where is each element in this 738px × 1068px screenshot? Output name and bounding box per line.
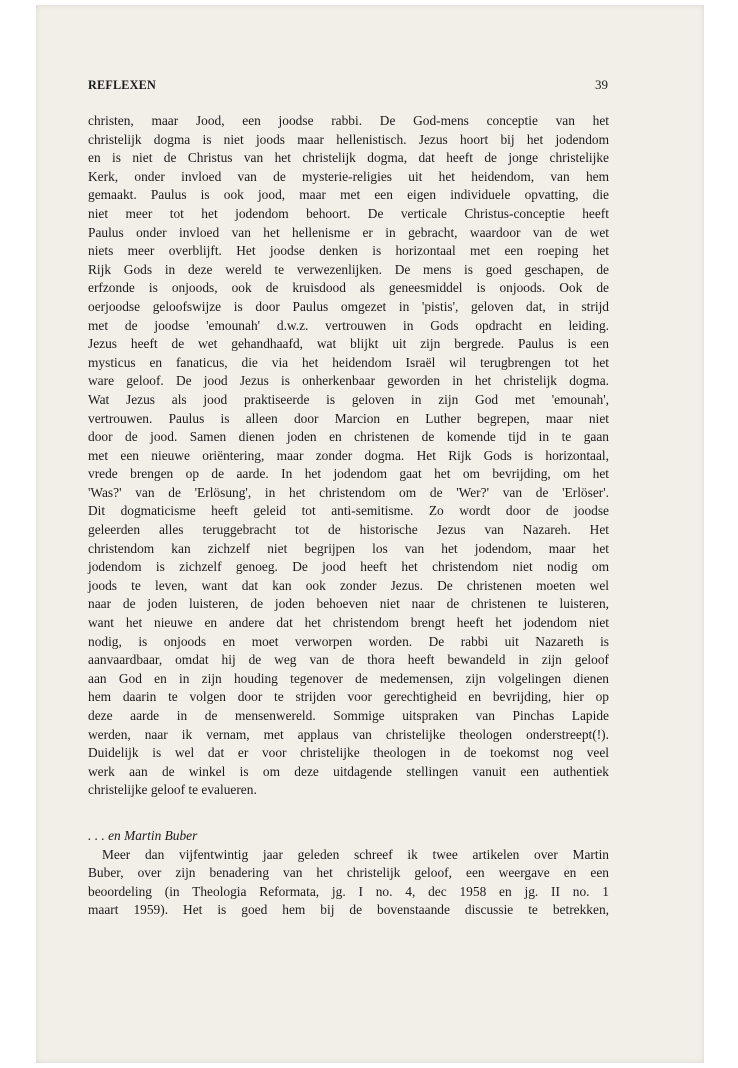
text-line: Jezus heeft de wet gehandhaafd, wat blijkt uit zijn bergrede. Paulus is een (88, 336, 609, 352)
text-line: aanvaardbaar, omdat hij de weg van de thora heeft bewandeld in zijn geloof (88, 652, 609, 668)
text-line: met een nieuwe oriëntering, maar zonder dogma. Het Rijk Gods is horizontaal, (88, 447, 609, 463)
text-line: christelijk dogma is niet joods maar hellenistisch. Jezus hoort bij het jodendom (88, 131, 609, 147)
text-line: nodig, is onjoods en moet verworpen worden. De rabbi uit Nazareth is (88, 633, 609, 649)
text-line: 'Was?' van de 'Erlösung', in het christendom om de 'Wer?' van de 'Erlöser'. (88, 484, 609, 500)
running-head (88, 76, 609, 98)
page-number: 39 (595, 77, 608, 92)
text-line: Dit dogmaticisme heeft geleid tot anti-semitisme. Zo wordt door de joodse (88, 503, 609, 519)
text-line: mysticus en fanaticus, die via het heidendom Israël wil terugbrengen tot het (88, 354, 609, 370)
text-line: Paulus onder invloed van het hellenisme er in gebracht, waardoor van de wet (88, 224, 609, 240)
text-line: joods te leven, want dat kan ook zonder Jezus. De christenen moeten wel (88, 577, 609, 593)
text-line: christendom kan zichzelf niet begrijpen los van het jodendom, maar het (88, 540, 609, 556)
text-line: Kerk, onder invloed van de mysterie-religies uit het heidendom, van hem (88, 168, 609, 184)
text-line: beoordeling (in Theologia Reformata, jg. I no. 4, dec 1958 en jg. II no. 1 (88, 883, 609, 899)
text-line: met de joodse 'emounah' d.w.z. vertrouwen in Gods opdracht en leiding. (88, 317, 609, 333)
text-line: Wat Jezus als jood praktiseerde is geloven in zijn God met 'emounah', (88, 391, 609, 407)
text-line: Meer dan vijfentwintig jaar geleden schreef ik twee artikelen over Martin (102, 846, 609, 862)
text-line: Rijk Gods in deze wereld te verwezenlijken. De mens is goed geschapen, de (88, 261, 609, 277)
text-line: christen, maar Jood, een joodse rabbi. De God-mens conceptie van het (88, 113, 609, 128)
text-line: naar de joden luisteren, de joden behoeven niet naar de christenen te luisteren, (88, 596, 609, 612)
text-line: Buber, over zijn benadering van het christelijk geloof, een weergave en een (88, 865, 609, 881)
text-line: christelijke geloof te evalueren. (88, 782, 257, 798)
text-line: ware geloof. De jood Jezus is onherkenbaar geworden in het christelijk dogma. (88, 373, 609, 389)
text-line: erfzonde is onjoods, ook de kruisdood als geneesmiddel is onjoods. Ook de (88, 280, 609, 296)
paragraph-2 (88, 846, 609, 920)
text-line: Duidelijk is wel dat er voor christelijke theologen in de toekomst nog veel (88, 745, 609, 761)
text-line: jodendom is zichzelf genoeg. De jood heeft het christendom niet nodig om (88, 559, 609, 575)
text-line: maart 1959). Het is goed hem bij de bovenstaande discussie te betrekken, (88, 902, 609, 918)
section-heading: . . . en Martin Buber (88, 827, 198, 843)
text-line: niet meer tot het jodendom behoort. De verticale Christus-conceptie heeft (88, 205, 609, 221)
text-line: oerjoodse geloofswijze is door Paulus omgezet in 'pistis', geloven dat, in strijd (88, 298, 609, 314)
text-line: en is niet de Christus van het christelijk dogma, dat heeft de jonge christelijke (88, 150, 609, 166)
section-gap (88, 800, 609, 827)
book-page (88, 76, 609, 920)
text-line: vertrouwen. Paulus is alleen door Marcion en Luther begrepen, maar niet (88, 410, 609, 426)
text-line: aan God en in zijn houding tegenover de medemensen, zijn volgelingen dienen (88, 670, 609, 686)
text-line: hem daarin te volgen door te strijden voor gerechtigheid en bevrijding, hier op (88, 689, 609, 705)
text-line: door de jood. Samen dienen joden en christenen de komende tijd in te gaan (88, 429, 609, 445)
text-line: werk aan de winkel is om deze uitdagende stellingen vanuit een authentiek (88, 763, 609, 779)
text-line: niets meer overblijft. Het joodse denken is horizontaal met een roeping het (88, 243, 609, 259)
text-line: deze aarde in de mensenwereld. Sommige uitspraken van Pinchas Lapide (88, 708, 609, 723)
text-line: geleerden alles teruggebracht tot de historische Jezus van Nazareh. Het (88, 522, 609, 538)
text-line: gemaakt. Paulus is ook jood, maar met een eigen individuele opvatting, die (88, 187, 609, 203)
text-line: want het nieuwe en andere dat het christendom brengt heeft het jodendom niet (88, 615, 609, 631)
text-line: werden, naar ik vernam, met applaus van christelijke theologen onderstreept(!). (88, 726, 609, 742)
text-line: vrede brengen op de aarde. In het jodendom gaat het om bevrijding, om het (88, 466, 609, 482)
paragraph-1 (88, 112, 609, 800)
running-title: REFLEXEN (88, 78, 156, 92)
